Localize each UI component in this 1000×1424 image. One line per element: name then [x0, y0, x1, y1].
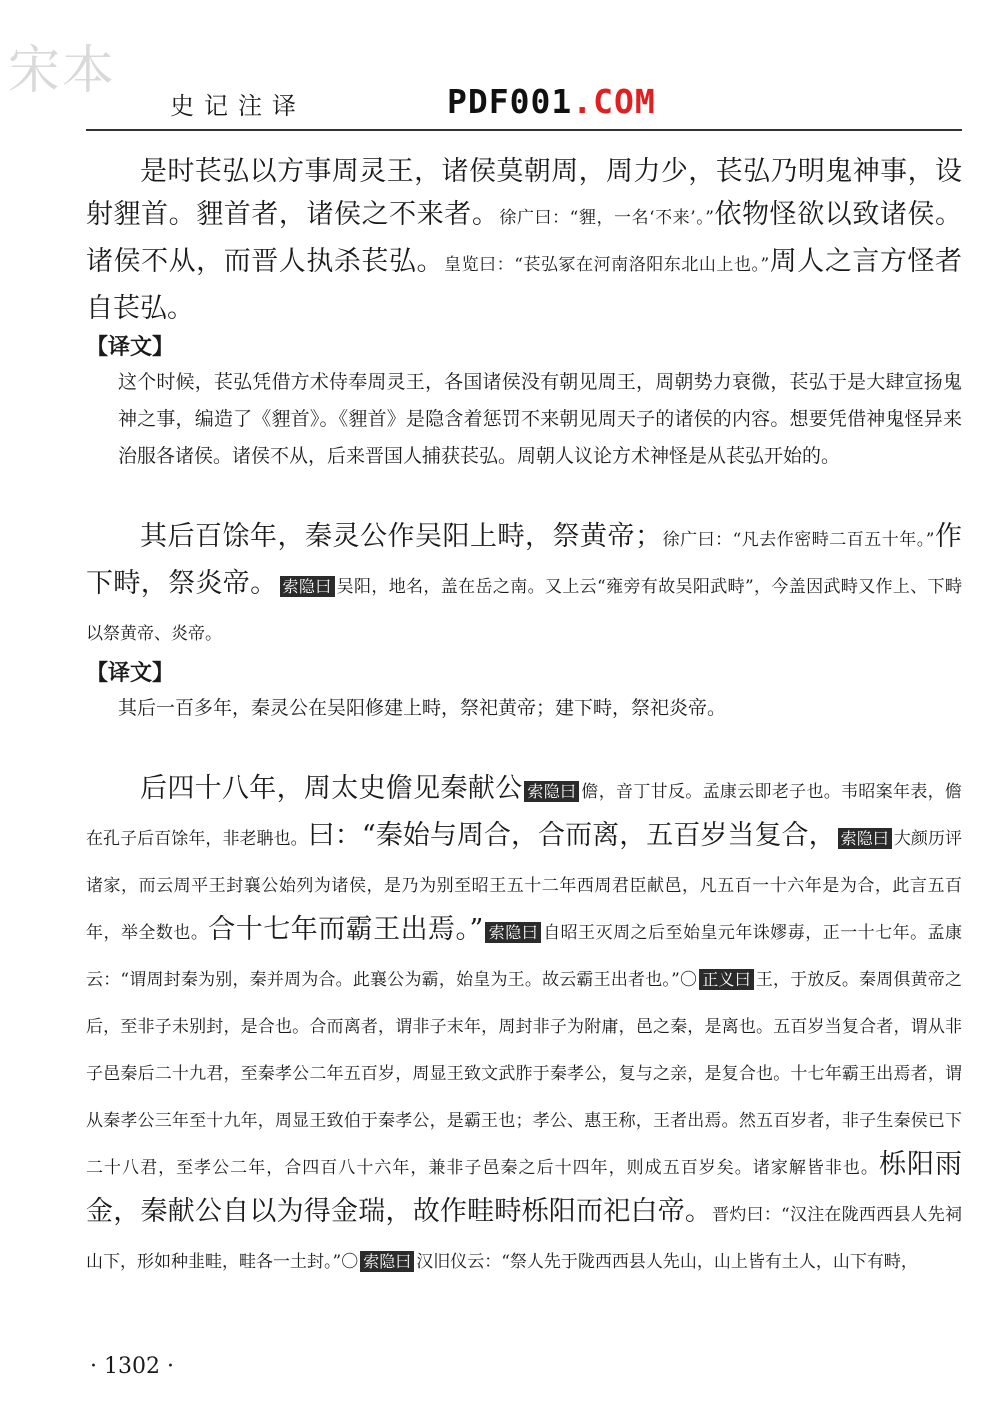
sec2-note-2: 吴阳，地名，盖在岳之南。又上云“雍旁有故吴阳武畤”，今盖因武畤又作上、下畤以祭黄帝、炎帝。: [86, 577, 962, 644]
seal-mark: 宋本: [8, 41, 117, 101]
sec3-note-5: 晋灼曰：“汉注在陇西西县人先祠山下，形如种韭畦，畦各一土封。”: [86, 1205, 962, 1272]
sec3-tag-3: 索隐曰: [485, 922, 541, 943]
sec3-circle-2: 〇: [341, 1252, 359, 1272]
sec2-main-2: 作下畤，祭炎帝。: [86, 521, 963, 599]
sec1-main-2: 依物怪欲以致诸侯。诸侯不从，而晋人执杀苌弘。: [86, 199, 962, 277]
sec1-main-1: 是时苌弘以方事周灵王，诸侯莫朝周，周力少，苌弘乃明鬼神事，设射貍首。貍首者，诸侯之不来者。: [86, 156, 962, 230]
sec3-note-2: 大颜历评诸家，而云周平王封襄公始列为诸侯，是乃为别至昭王五十二年西周君臣献邑，凡五百一十六年是为合，此言五百年，举全数也。: [86, 829, 962, 943]
sec3-tag-2: 索隐曰: [838, 828, 892, 849]
sec3-main-3: 合十七年而霸王出焉。”: [208, 914, 484, 945]
sec3-tag-1: 索隐曰: [524, 781, 579, 802]
sec3-note-3: 自昭王灭周之后至始皇元年诛嫪毐，正一十七年。孟康云：“谓周封秦为别，秦并周为合。此襄公为霸，始皇为王。故云霸王出者也。”: [86, 923, 963, 990]
sec3-note-1: 儋，音丁甘反。孟康云即老子也。韦昭案年表，儋在孔子后百馀年，非老聃也。: [86, 782, 962, 849]
sec2-note-1: 徐广曰：“凡去作密畤二百五十年。”: [662, 530, 935, 550]
section-gap-2: [86, 727, 962, 767]
running-header: 史记注译: [170, 92, 306, 120]
sec2-translation-label: 【译文】: [86, 660, 175, 686]
sec1-note-2: 皇览曰：“苌弘冢在河南洛阳东北山上也。”: [444, 255, 770, 275]
sec3-circle-1: 〇: [679, 970, 698, 990]
sec3-main-1: 后四十八年，周太史儋见秦献公: [140, 773, 523, 804]
sec2-main-text: [86, 515, 962, 656]
sec2-translation: 其后一百多年，秦灵公在吴阳修建上畤，祭祀黄帝；建下畤，祭祀炎帝。: [118, 697, 727, 719]
sec3-tag-5: 索隐曰: [360, 1251, 414, 1272]
page-body: [86, 150, 962, 1284]
watermark: [447, 82, 656, 121]
watermark-main: PDF001: [447, 82, 573, 121]
sec3-note-6: 汉旧仪云：“祭人先于陇西西县人先山，山上皆有土人，山下有畤，: [416, 1252, 918, 1272]
sec1-translation: 这个时候，苌弘凭借方术侍奉周灵王，各国诸侯没有朝见周王，周朝势力衰微，苌弘于是大肆宣扬鬼神之事，编造了《貍首》。《貍首》是隐含着惩罚不来朝见周天子的诸侯的内容。想要凭借神鬼怪异来治服各诸侯。诸侯不从，后来晋国人捕获苌弘。周朝人议论方术神怪是从苌弘开始的。: [118, 371, 962, 467]
sec3-note-4: 王，于放反。秦周俱黄帝之后，至非子未别封，是合也。合而离者，谓非子末年，周封非子为附庸，邑之秦，是离也。五百岁当复合者，谓从非子邑秦后二十九君，至秦孝公二年五百岁，周显王致文武胙于秦孝公，复与之亲，是复合也。十七年霸王出焉者，谓从秦孝公三年至十九年，周显王致伯于秦孝公，是霸王也；孝公、惠王称，王者出焉。然五百岁者，非子生秦侯已下二十八君，至孝公二年，合四百八十六年，兼非子邑秦之后十四年，则成五百岁矣。诸家解皆非也。: [86, 970, 963, 1178]
header-rule: [86, 129, 962, 131]
sec3-tag-4: 正义曰: [699, 969, 754, 990]
sec1-main-text: [86, 150, 962, 330]
sec3-main-4: 栎阳雨金，秦献公自以为得金瑞，故作畦畤栎阳而祀白帝。: [86, 1149, 963, 1227]
sec2-main-1: 其后百馀年，秦灵公作吴阳上畤，祭黄帝；: [140, 521, 663, 552]
section-gap: [86, 475, 962, 515]
page-number: · 1302 ·: [90, 1354, 174, 1379]
sec3-main-text: [86, 767, 962, 1284]
watermark-suffix: .COM: [572, 82, 656, 121]
sec1-translation-label: 【译文】: [86, 334, 175, 360]
sec2-tag-suoyin: 索隐曰: [280, 576, 335, 597]
sec1-main-3: 周人之言方怪者自苌弘。: [86, 246, 963, 324]
sec1-note-1: 徐广曰：“貍，一名‘不来’。”: [499, 208, 714, 228]
sec3-main-2: 曰：“秦始与周合，合而离，五百岁当复合，: [307, 820, 836, 851]
